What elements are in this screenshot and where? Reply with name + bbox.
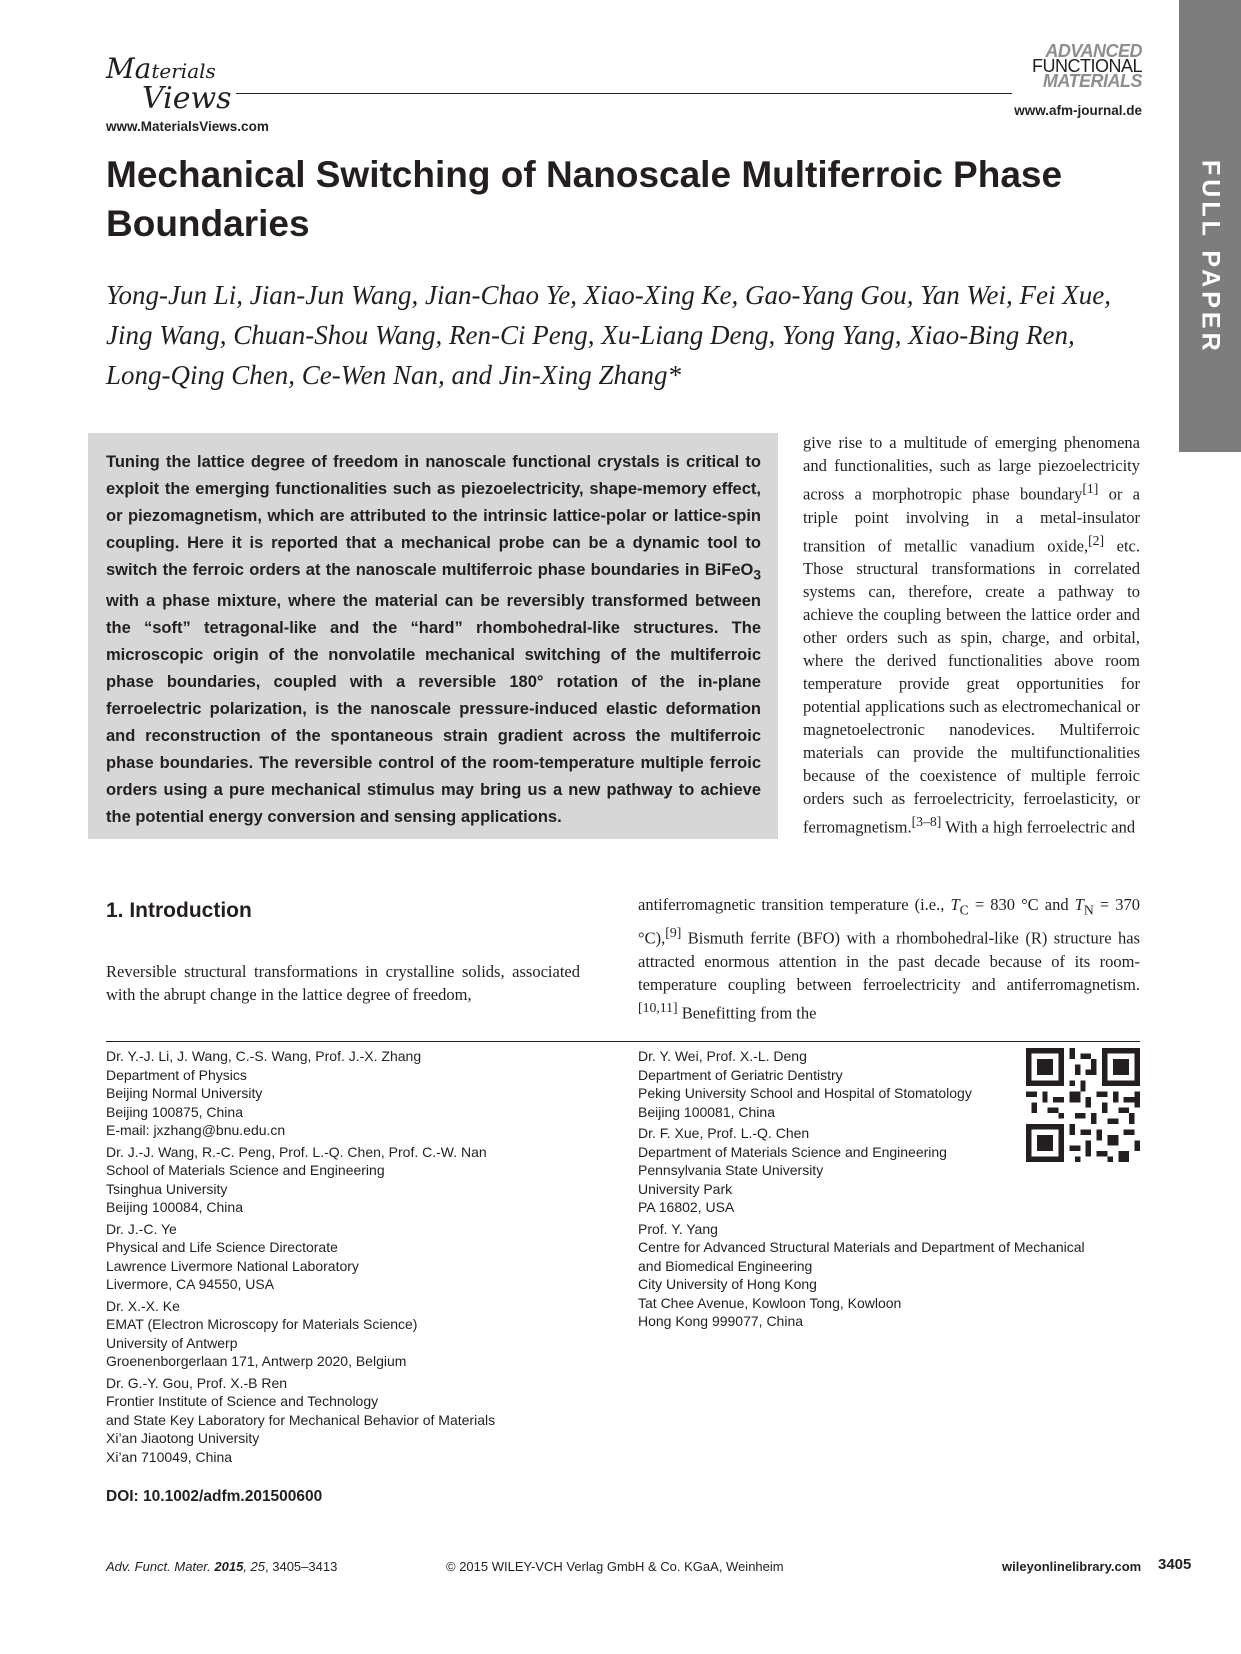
author-list: Yong-Jun Li, Jian-Jun Wang, Jian-Chao Ye, Xiao-Xing Ke, Gao-Yang Gou, Yan Wei, Fei Xue, Jing Wang, Chuan-Shou Wang, Ren-Ci Peng, Xu-Liang Deng, Yong Yang, Xiao-Bing Ren, Long-Qing Chen, Ce-Wen Nan, and Jin-Xing Zhang* [106,280,1111,390]
section-heading-introduction: 1. Introduction [106,899,252,922]
affiliation-block: Dr. F. Xue, Prof. L.-Q. Chen Department of Materials Science and Engineering Pennsylvania State University University Park PA 16802, USA [638,1125,947,1215]
affiliations-left [106,1047,626,1469]
body-text-left: Reversible structural transformations in crystalline solids, associated with the abrupt change in the lattice degree of freedom, [106,962,580,1004]
affiliation-block: Dr. Y.-J. Li, J. Wang, C.-S. Wang, Prof. J.-X. Zhang Department of Physics Beijing Normal University Beijing 100875, China E-mail: jxzhang@bnu.edu.cn [106,1047,626,1140]
citation-3-8[interactable]: [3–8] [911,814,942,829]
side-tab [1179,0,1241,452]
affiliation-block: Dr. J.-J. Wang, R.-C. Peng, Prof. L.-Q. Chen, Prof. C.-W. Nan School of Materials Science and Engineering Tsinghua University Beijing 100084, China [106,1143,487,1215]
citation-10-11[interactable]: [10,11] [638,999,678,1015]
footer-citation: Adv. Funct. Mater. 2015, 25, 3405–3413 [106,1559,338,1574]
page-number: 3405 [1158,1556,1192,1573]
article-doi[interactable]: DOI: 10.1002/adfm.201500600 [106,1488,323,1505]
citation-9[interactable]: [9] [665,925,682,941]
materialsviews-logo [104,48,234,112]
header-rule [236,93,1012,94]
affiliation-block: Dr. J.-C. Ye Physical and Life Science Directorate Lawrence Livermore National Laboratory Livermore, CA 94550, USA [106,1220,359,1292]
affiliation-block: Dr. G.-Y. Gou, Prof. X.-B Ren Frontier Institute of Science and Technology and State Key Laboratory for Mechanical Behavior of Materials Xi’an Jiaotong University Xi’an 710049, China [106,1374,496,1465]
svg-text:Materials: Materials [106,52,216,85]
article-title: Mechanical Switching of Nanoscale Multiferroic Phase Boundaries [106,154,1063,244]
journal-url[interactable]: www.afm-journal.de [1014,103,1142,118]
footer-copyright: © 2015 WILEY-VCH Verlag GmbH & Co. KGaA, Weinheim [446,1559,784,1574]
abstract-text: Tuning the lattice degree of freedom in nanoscale functional crystals is critical to exploit the emerging functionalities such as piezoelectricity, shape-memory effect, or piezomagnetism, which are attributed to the intrinsic lattice-polar or lattice-spin coupling. Here it is reported that a mechanical probe can be a dynamic tool to switch the ferroic orders at the nanoscale multiferroic phase boundaries in BiFeO$_3$ with a phase mixture, where the material can be reversibly transformed between the “soft” tetragonal-like and the “hard” rhombohedral-like structures. The microscopic origin of the nonvolatile mechanical switching of the multiferroic phase boundaries, coupled with a reversible 180° rotation of the in-plane ferroelectric polarization, is the nanoscale pressure-induced elastic deformation and reconstruction of the spontaneous strain gradient across the multiferroic phase boundaries. The reversible control of the room-temperature multiple ferroic orders using a pure mechanical stimulus may bring us a new pathway to achieve the potential energy conversion and sensing applications. [106,453,761,827]
qr-code-icon[interactable] [1026,1048,1140,1162]
citation-1[interactable]: [1] [1082,481,1099,496]
affiliation-rule [106,1041,1140,1042]
citation-2[interactable]: [2] [1088,532,1105,548]
publisher-url[interactable]: www.MaterialsViews.com [106,119,269,134]
side-tab-label: FULL PAPER [1196,160,1225,355]
affiliation-block: Dr. Y. Wei, Prof. X.-L. Deng Department of Geriatric Dentistry Peking University School and Hospital of Stomatology Beijing 100081, China [638,1048,972,1120]
body-text-right-bottom: antiferromagnetic transition temperature (i.e., $T_C = 830$ °C and $T_N = 370$ °C),[9] Bismuth ferrite (BFO) with a rhombohedral-like (R) structure has attracted enormous attention in the past decade because of its room-temperature coupling between ferroelectricity and antiferromagnetism.[10,11] Benefitting from the [638,895,1140,1023]
affiliation-block: Prof. Y. Yang Centre for Advanced Structural Materials and Department of Mechanical and Biomedical Engineering City University of Hong Kong Tat Chee Avenue, Kowloon Tong, Kowloon Hong Kong 999077, China [638,1220,1085,1329]
footer-website[interactable]: wileyonlinelibrary.com [1002,1559,1142,1574]
journal-logo: ADVANCED FUNCTIONAL MATERIALS [1031,41,1142,91]
corresponding-email[interactable]: E-mail: jxzhang@bnu.edu.cn [106,1122,286,1138]
body-text-right-top: give rise to a multitude of emerging phenomena and functionalities, such as large piezoelectricity across a morphotropic phase boundary[1] or a triple point involving in a metal-insulator transition of metallic vanadium oxide,[2] etc. Those structural transformations in correlated systems can, therefore, create a pathway to achieve the coupling between the lattice order and other orders such as spin, charge, and orbital, where the derived functionalities above room temperature provide great opportunities for potential applications such as electromechanical or magnetoelectronic nanodevices. Multiferroic materials can provide the multifunctionalities because of the coexistence of multiple ferroic orders such as ferroelectricity, ferroelasticity, or ferromagnetism.[3–8] With a high ferroelectric and [803,433,1141,837]
svg-text:Views: Views [142,81,232,112]
affiliation-block: Dr. X.-X. Ke EMAT (Electron Microscopy for Materials Science) University of Antwerp Groenenborgerlaan 171, Antwerp 2020, Belgium [106,1297,418,1369]
